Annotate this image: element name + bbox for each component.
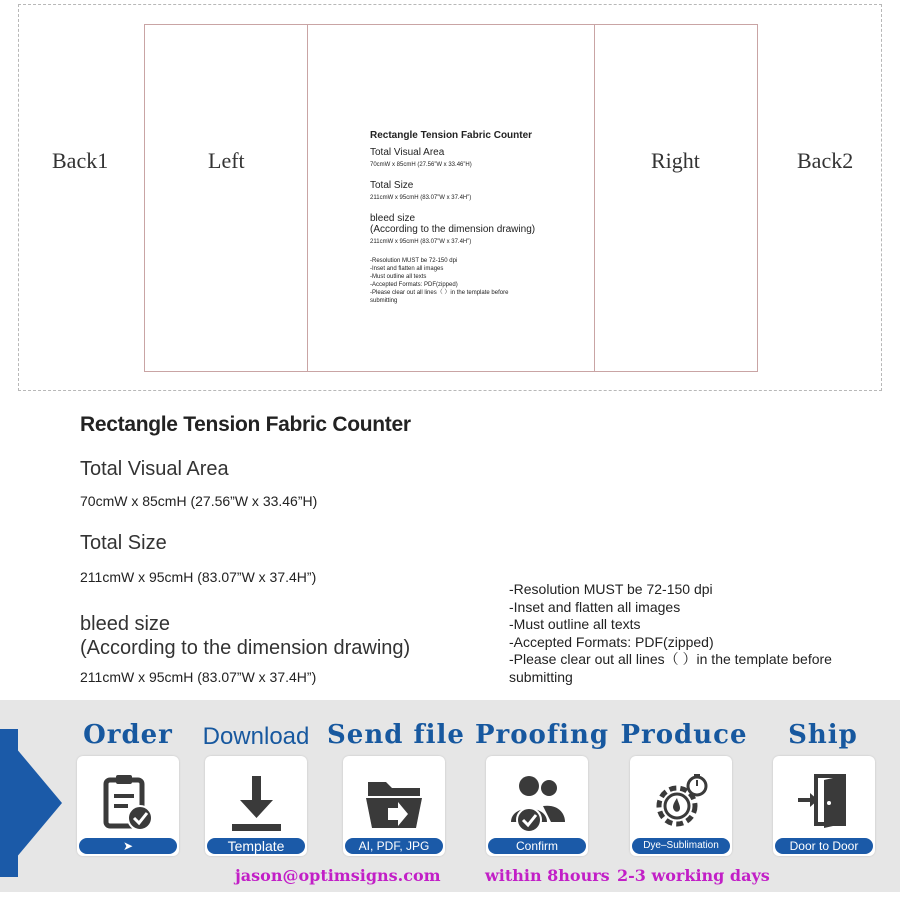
step-card-proofing <box>486 756 588 856</box>
template-note: -Resolution MUST be 72-150 dpi <box>370 258 458 264</box>
proofing-time-note: within 8hours <box>485 866 610 885</box>
step-title-produce: Produce <box>620 720 748 750</box>
panel-right-frame <box>594 24 758 372</box>
note-line: submitting <box>509 668 573 685</box>
step-pill-order: ➤ <box>79 838 177 854</box>
template-note: -Please clear out all lines（ ）in the template before <box>370 290 509 296</box>
step-pill-formats: AI, PDF, JPG <box>345 838 443 854</box>
users-check-icon <box>507 772 567 834</box>
bleed-size-label: bleed size <box>80 613 171 635</box>
contact-email[interactable]: jason@optimsigns.com <box>235 866 441 885</box>
panel-label-back1: Back1 <box>52 148 109 173</box>
total-size-label: Total Size <box>80 532 167 554</box>
template-note: -Inset and flatten all images <box>370 266 444 272</box>
bleed-size-subtitle: (According to the dimension drawing) <box>80 637 411 659</box>
template-bleed-sub: (According to the dimension drawing) <box>370 224 536 235</box>
note-line: -Inset and flatten all images <box>509 598 681 615</box>
step-pill-door-to-door: Door to Door <box>775 838 873 854</box>
spec-title: Rectangle Tension Fabric Counter <box>80 413 411 436</box>
template-bleed-value: 211cmW x 95cmH (83.07”W x 37.4H”) <box>370 239 472 245</box>
process-arrow-icon <box>0 729 62 877</box>
template-note: -Must outline all texts <box>370 274 427 280</box>
step-pill-confirm: Confirm <box>488 838 586 854</box>
step-card-download <box>205 756 307 856</box>
template-visual-area-value: 70cmW x 85cmH (27.56”W x 33.46”H) <box>370 162 472 168</box>
panel-label-right: Right <box>651 148 700 173</box>
step-title-send-file: Send file <box>327 720 465 750</box>
requirements-notes <box>509 581 869 687</box>
clipboard-check-icon <box>98 772 158 834</box>
gear-timer-icon <box>651 772 711 834</box>
template-spec-title: Rectangle Tension Fabric Counter <box>370 130 533 141</box>
panel-left-frame <box>144 24 308 372</box>
download-icon <box>226 772 286 834</box>
step-title-proofing: Proofing <box>474 720 610 750</box>
step-pill-template: Template <box>207 838 305 854</box>
note-line: -Must outline all texts <box>509 616 641 633</box>
note-line: -Resolution MUST be 72-150 dpi <box>509 581 713 597</box>
step-title-ship: Ship <box>788 720 858 750</box>
template-spec-block <box>370 130 570 305</box>
door-enter-icon <box>794 772 854 834</box>
folder-icon <box>364 772 424 834</box>
panel-label-back2: Back2 <box>797 148 854 173</box>
template-note: -Accepted Formats: PDF(zipped) <box>370 282 458 288</box>
step-card-produce <box>630 756 732 856</box>
template-total-size-label: Total Size <box>370 180 414 191</box>
step-card-send-file <box>343 756 445 856</box>
template-total-size-value: 211cmW x 95cmH (83.07”W x 37.4H”) <box>370 195 472 201</box>
step-card-order <box>77 756 179 856</box>
visual-area-label: Total Visual Area <box>80 458 229 480</box>
template-bleed-label: bleed size <box>370 213 416 224</box>
total-size-value: 211cmW x 95cmH (83.07”W x 37.4H”) <box>80 569 317 585</box>
step-title-download: Download <box>202 723 310 750</box>
step-pill-dye-sublimation: Dye–Sublimation <box>632 838 730 854</box>
template-note: submitting <box>370 298 398 304</box>
template-visual-area-label: Total Visual Area <box>370 147 445 158</box>
bleed-size-value: 211cmW x 95cmH (83.07”W x 37.4H”) <box>80 669 317 685</box>
visual-area-value: 70cmW x 85cmH (27.56”W x 33.46”H) <box>80 493 318 509</box>
production-time-note: 2-3 working days <box>617 866 770 885</box>
step-title-order: Order <box>83 720 173 750</box>
note-line: -Please clear out all lines（ ）in the template before <box>509 651 832 668</box>
panel-label-left: Left <box>208 148 245 173</box>
note-line: -Accepted Formats: PDF(zipped) <box>509 633 714 650</box>
step-card-ship <box>773 756 875 856</box>
